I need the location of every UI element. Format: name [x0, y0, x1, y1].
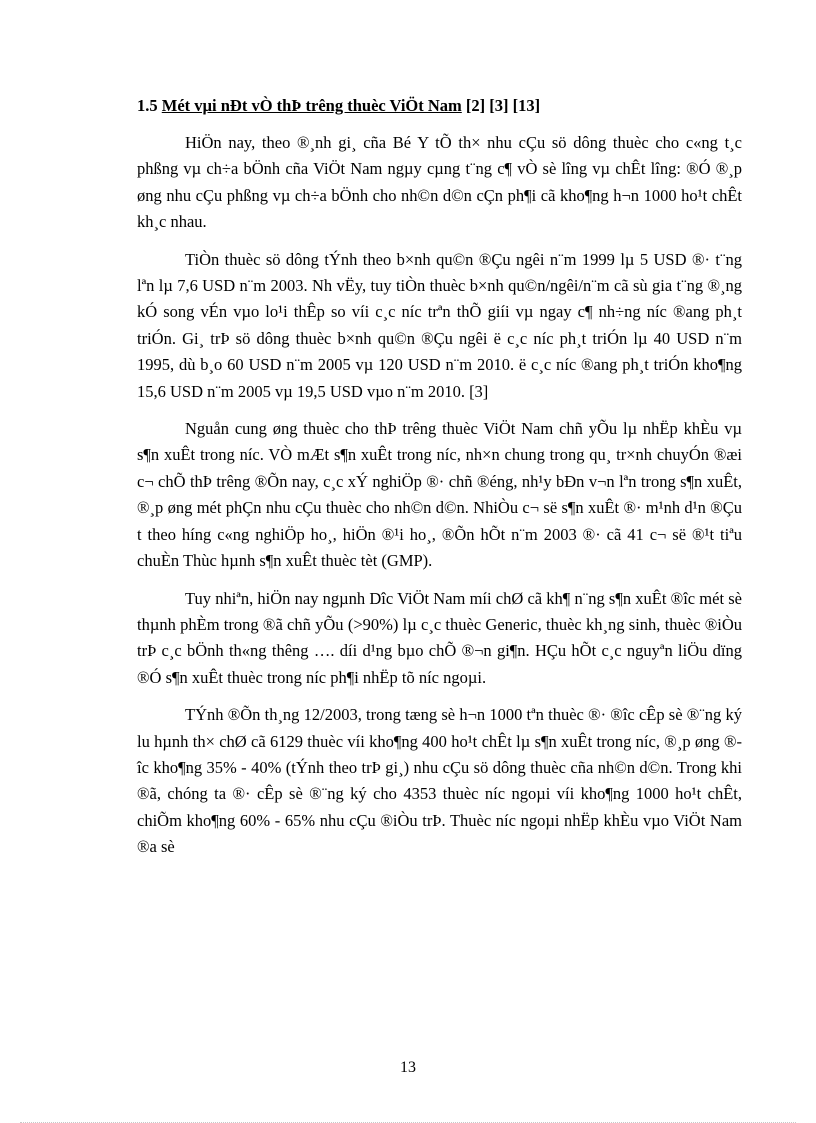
paragraph-5: TÝnh ®Õn th¸ng 12/2003, trong tæng sè h¬n 1000 tªn thuèc ®· ®îc cÊp sè ®¨ng ký lu hµnh th× chØ cã 6129 thuèc víi kho¶ng 400 ho¹t chÊt lµ s¶n xuÊt trong níc, ®¸p øng ®îc kho¶ng 35% - 40% (tÝnh theo trÞ gi¸) nhu cÇu sö dông thuèc cña nh©n d©n. Trong khi ®ã, chóng ta ®· cÊp sè ®¨ng ký cho 4353 thuèc níc ngoµi víi kho¶ng 1000 ho¹t chÊt, chiÕm kho¶ng 60% - 65% nhu cÇu ®iÒu trÞ. Thuèc níc ngoµi nhËp khÈu vµo ViÖt Nam ®a sè	[137, 705, 742, 857]
paragraph-3: Nguån cung øng thuèc cho thÞ trêng thuèc ViÖt Nam chñ yÕu lµ nhËp khÈu vµ s¶n xuÊt trong níc. VÒ mÆt s¶n xuÊt trong níc, nh×n chung trong qu¸ tr×nh chuyÓn ®æi c¬ chÕ thÞ trêng ®Õn nay, c¸c xÝ nghiÖp ®· chñ ®éng, nh¹y bÐn v¬n lªn trong s¶n xuÊt, ®¸p øng mét phÇn nhu cÇu thuèc cho nh©n d©n. NhiÒu c¬ së s¶n xuÊt ®· m¹nh d¹n ®Çu t theo híng c«ng nghiÖp ho¸, hiÖn ®¹i ho¸, ®Õn hÕt n¨m 2003 ®· cã 41 c¬ së ®¹t tiªu chuÈn Thùc hµnh s¶n xuÊt thuèc tèt (GMP).	[137, 419, 742, 571]
body-text	[137, 130, 742, 872]
section-heading	[137, 96, 540, 116]
section-number: 1.5	[137, 96, 158, 115]
section-references: [2] [3] [13]	[465, 96, 541, 115]
section-title: Mét vµi nÐt vÒ thÞ trêng thuèc ViÖt Nam	[161, 96, 462, 115]
page-number: 13	[400, 1059, 416, 1076]
paragraph-4: Tuy nhiªn, hiÖn nay ngµnh Dîc ViÖt Nam míi chØ cã kh¶ n¨ng s¶n xuÊt ®îc mét sè thµnh phÈm trong ®ã chñ yÕu (>90%) lµ c¸c thuèc Generic, thuèc kh¸ng sinh, thuèc ®iÒu trÞ c¸c bÖnh th«ng thêng …. díi d¹ng bµo chÕ ®¬n gi¶n. HÇu hÕt c¸c nguyªn liÖu dïng ®Ó s¶n xuÊt thuèc trong níc ph¶i nhËp tõ níc ngoµi.	[137, 588, 742, 687]
paragraph-1: HiÖn nay, theo ®¸nh gi¸ cña Bé Y tÕ th× nhu cÇu sö dông thuèc cho c«ng t¸c phßng vµ ch÷a bÖnh cña ViÖt Nam ngµy cµng t¨ng c¶ vÒ sè lîng vµ chÊt lîng: ®Ó ®¸p øng nhu cÇu phßng vµ ch÷a bÖnh cho nh©n d©n cÇn ph¶i cã kho¶ng h¬n 1000 ho¹t chÊt kh¸c nhau.	[137, 133, 742, 232]
paragraph-2: TiÒn thuèc sö dông tÝnh theo b×nh qu©n ®Çu ngêi n¨m 1999 lµ 5 USD ®· t¨ng lªn lµ 7,6 USD n¨m 2003. Nh vËy, tuy tiÒn thuèc b×nh qu©n/ngêi/n¨m cã sù gia t¨ng ®¸ng kÓ song vÉn vµo lo¹i thÊp so víi c¸c níc trªn thÕ giíi vµ ngay c¶ nh÷ng níc ®ang ph¸t triÓn. Gi¸ trÞ sö dông thuèc b×nh qu©n ®Çu ngêi ë c¸c níc ph¸t triÓn lµ 40 USD n¨m 1995, dù b¸o 60 USD n¨m 2005 vµ 120 USD n¨m 2010. ë c¸c níc ®ang ph¸t triÓn kho¶ng 15,6 USD n¨m 2005 vµ 19,5 USD vµo n¨m 2010. [3]	[137, 249, 742, 401]
